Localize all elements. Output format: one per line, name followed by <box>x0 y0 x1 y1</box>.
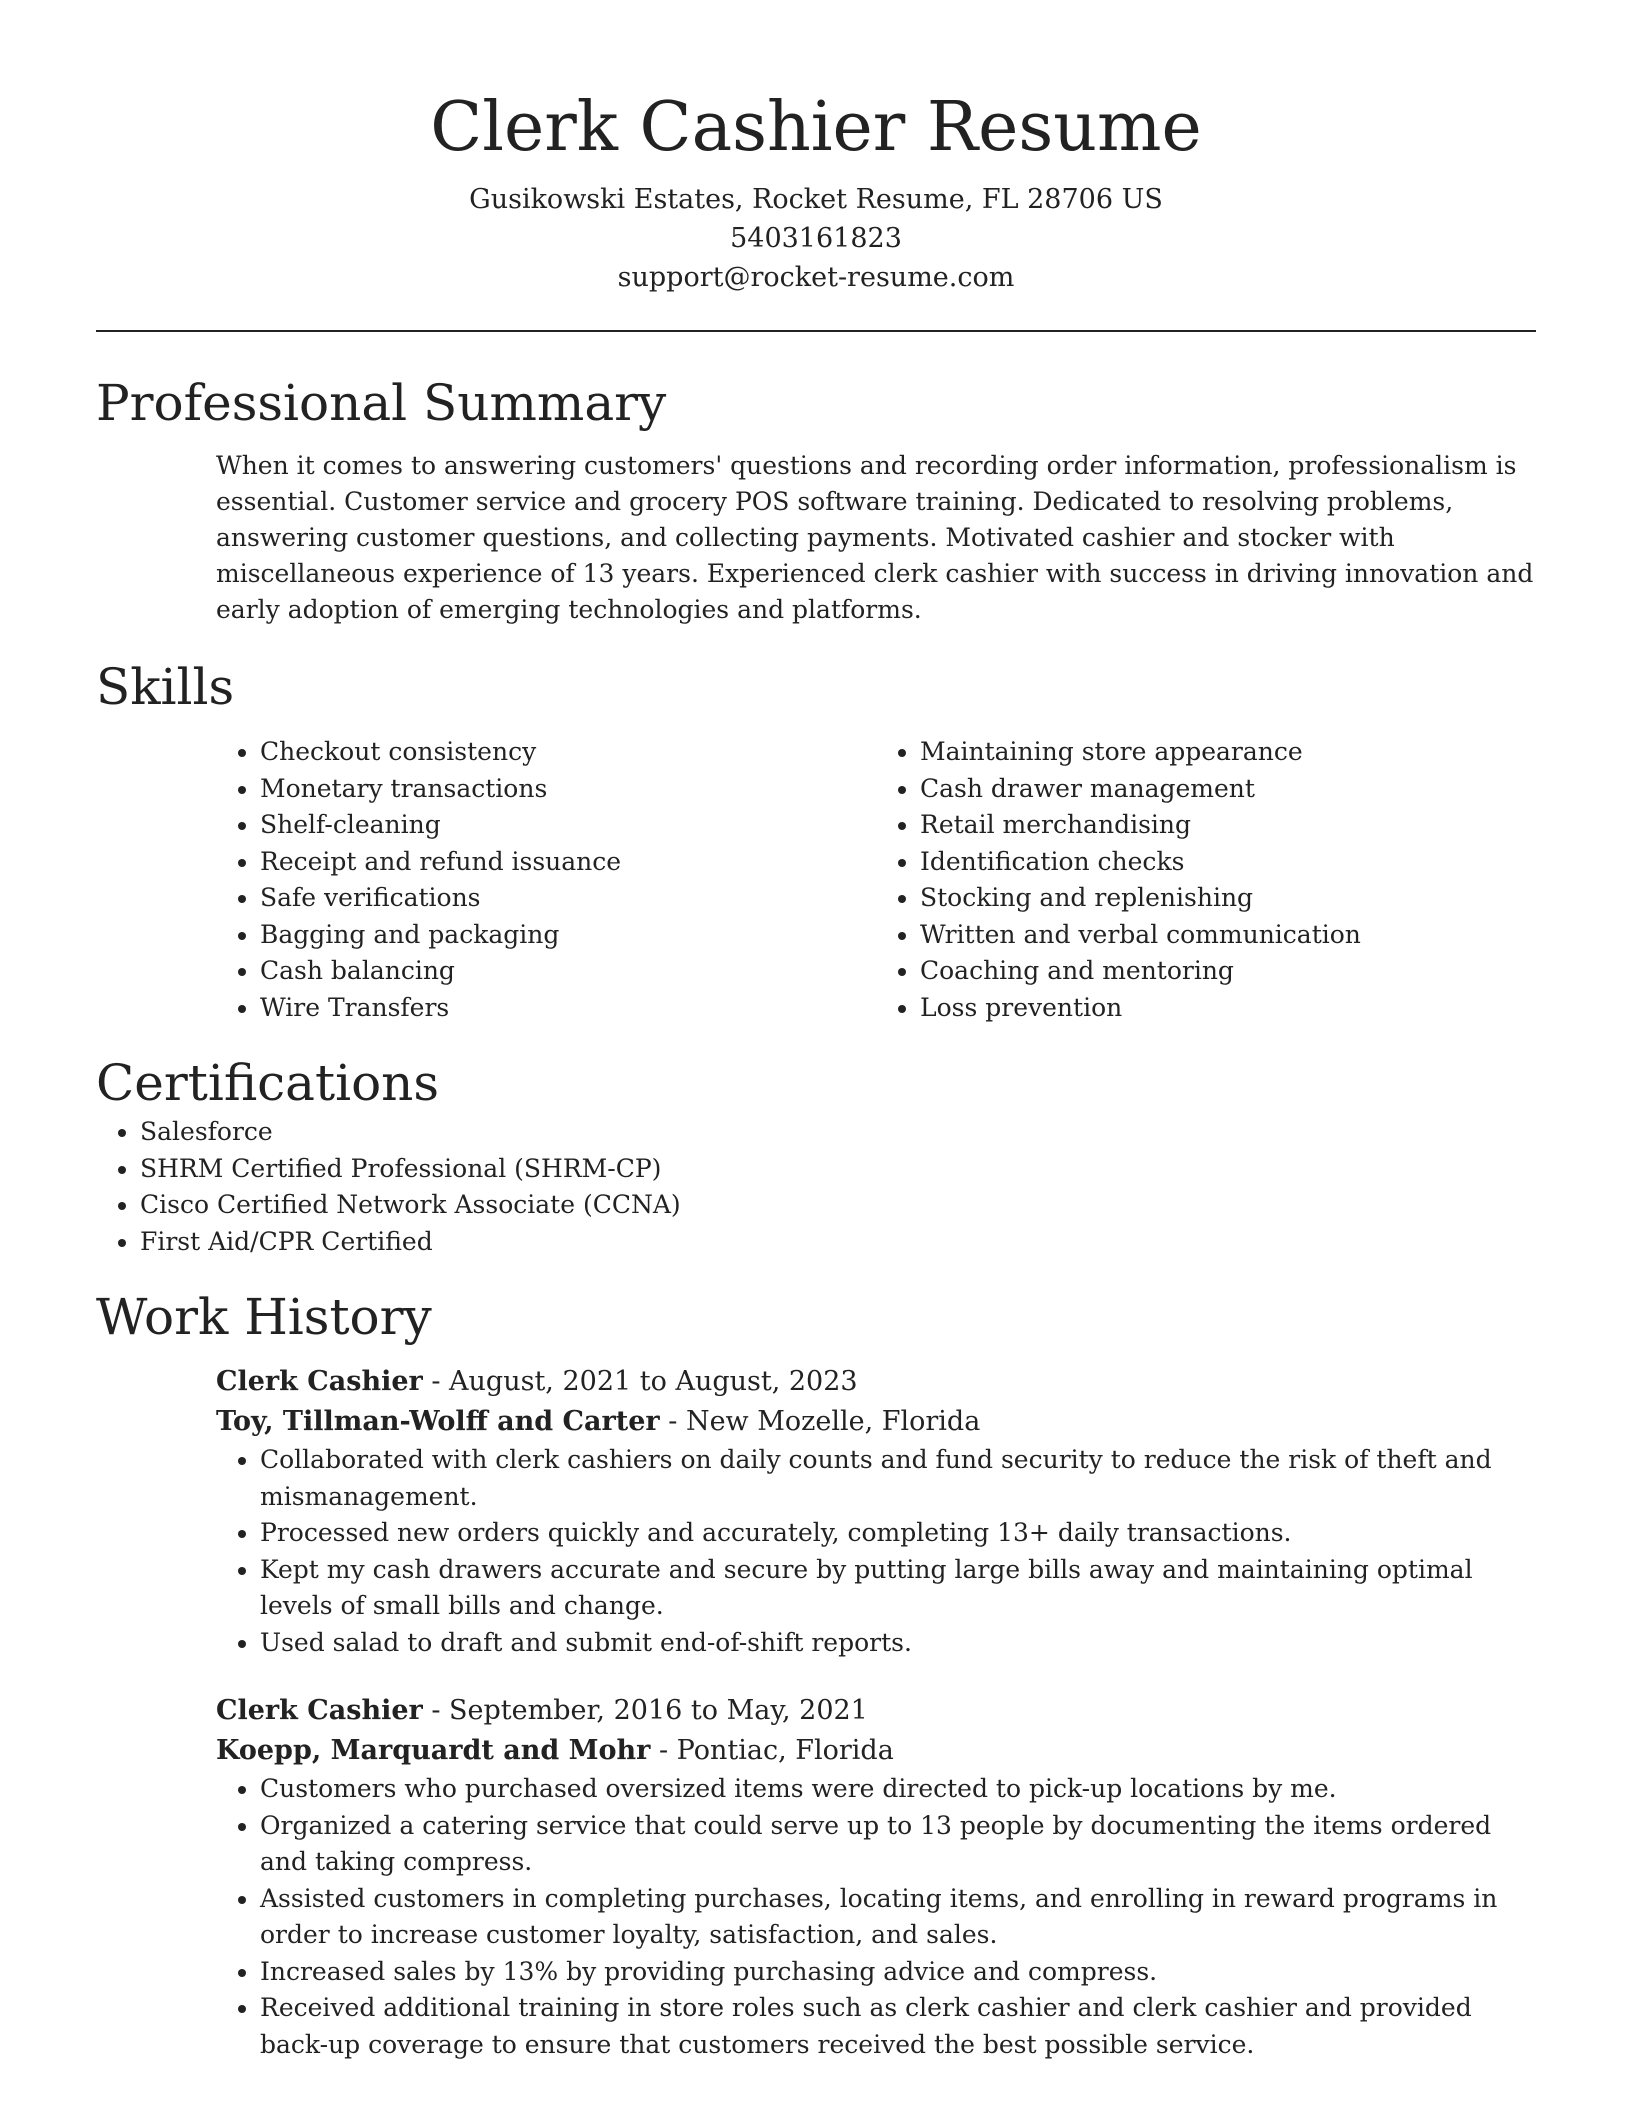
skills-heading: Skills <box>96 658 235 716</box>
job-dates: August, 2021 to August, 2023 <box>449 1366 858 1397</box>
summary-paragraph: When it comes to answering customers' questions and recording order information, professionalism is essential. Customer service and grocery POS software training. Dedicated to resolving problems, answering customer questions, and collecting payments. Motivated cashier and stocker with miscellaneous experience of 13 years. Experienced clerk cashier with success in driving innovation and early adoption of emerging technologies and platforms. <box>216 451 1534 624</box>
skill-item: • Retail merchandising <box>920 807 1536 844</box>
job-duty-item: • Received additional training in store roles such as clerk cashier and clerk cashier and provided back-up coverage to ensure that customers received the best possible service. <box>260 1990 1536 2063</box>
address-text: Gusikowski Estates, Rocket Resume, FL 28706 US <box>469 184 1163 215</box>
skill-item: • Maintaining store appearance <box>920 734 1536 771</box>
skill-item: • Monetary transactions <box>260 771 876 808</box>
skills-grid <box>216 734 1536 1026</box>
skill-item: • Receipt and refund issuance <box>260 844 876 881</box>
job-duty-item: • Increased sales by 13% by providing purchasing advice and compress. <box>260 1954 1536 1991</box>
resume-header <box>96 0 1536 297</box>
certification-item: • SHRM Certified Professional (SHRM-CP) <box>140 1151 1536 1188</box>
job-company-line <box>216 1731 1536 1771</box>
job-title: Clerk Cashier <box>216 1366 423 1397</box>
job-entry <box>216 1691 1536 2063</box>
skills-section <box>96 656 1536 1026</box>
skill-item: • Shelf-cleaning <box>260 807 876 844</box>
job-duty-item: • Kept my cash drawers accurate and secure by putting large bills away and maintaining optimal levels of small bills and change. <box>260 1552 1536 1625</box>
job-duty-item: • Organized a catering service that could serve up to 13 people by documenting the items ordered and taking compress. <box>260 1808 1536 1881</box>
job-separator: - <box>422 1695 450 1726</box>
job-company: Toy, Tillman-Wolff and Carter <box>216 1406 660 1437</box>
job-separator: - <box>422 1366 450 1397</box>
certification-item: • Salesforce <box>140 1114 1536 1151</box>
certifications-list <box>96 1114 1536 1260</box>
job-title-line <box>216 1362 1536 1402</box>
job-company-line <box>216 1402 1536 1442</box>
certifications-heading: Certifications <box>96 1054 440 1112</box>
job-duties-list <box>216 1442 1536 1661</box>
skill-item: • Identification checks <box>920 844 1536 881</box>
job-location: New Mozelle, Florida <box>685 1406 981 1437</box>
skill-item: • Bagging and packaging <box>260 917 876 954</box>
skill-item: • Checkout consistency <box>260 734 876 771</box>
phone-text: 5403161823 <box>730 223 902 254</box>
job-duty-item: • Used salad to draft and submit end-of-shift reports. <box>260 1625 1536 1662</box>
skill-item: • Loss prevention <box>920 990 1536 1027</box>
contact-block <box>96 180 1536 297</box>
certification-item: • First Aid/CPR Certified <box>140 1224 1536 1261</box>
job-separator: - <box>659 1406 686 1437</box>
header-divider <box>96 330 1536 332</box>
certifications-section <box>96 1052 1536 1260</box>
summary-heading: Professional Summary <box>96 374 667 432</box>
skill-item: • Coaching and mentoring <box>920 953 1536 990</box>
job-separator: - <box>650 1735 677 1766</box>
job-title-line <box>216 1691 1536 1731</box>
skill-item: • Cash drawer management <box>920 771 1536 808</box>
skill-item: • Cash balancing <box>260 953 876 990</box>
work-history-heading: Work History <box>96 1288 432 1346</box>
summary-section <box>96 372 1536 628</box>
email-text: support@rocket-resume.com <box>617 262 1015 293</box>
job-entry <box>216 1362 1536 1661</box>
skills-list-right <box>876 734 1536 1026</box>
skill-item: • Safe verifications <box>260 880 876 917</box>
job-title: Clerk Cashier <box>216 1695 423 1726</box>
job-location: Pontiac, Florida <box>676 1735 894 1766</box>
skill-item: • Wire Transfers <box>260 990 876 1027</box>
job-duty-item: • Collaborated with clerk cashiers on daily counts and fund security to reduce the risk of theft and mismanagement. <box>260 1442 1536 1515</box>
job-duty-item: • Customers who purchased oversized items were directed to pick-up locations by me. <box>260 1771 1536 1808</box>
work-history-section <box>96 1286 1536 2063</box>
job-company: Koepp, Marquardt and Mohr <box>216 1735 651 1766</box>
resume-title: Clerk Cashier Resume <box>430 88 1202 167</box>
skill-item: • Stocking and replenishing <box>920 880 1536 917</box>
job-duty-item: • Processed new orders quickly and accurately, completing 13+ daily transactions. <box>260 1515 1536 1552</box>
skills-list-left <box>216 734 876 1026</box>
job-duties-list <box>216 1771 1536 2063</box>
certification-item: • Cisco Certified Network Associate (CCNA) <box>140 1187 1536 1224</box>
skill-item: • Written and verbal communication <box>920 917 1536 954</box>
job-dates: September, 2016 to May, 2021 <box>449 1695 868 1726</box>
job-duty-item: • Assisted customers in completing purchases, locating items, and enrolling in reward programs in order to increase customer loyalty, satisfaction, and sales. <box>260 1881 1536 1954</box>
